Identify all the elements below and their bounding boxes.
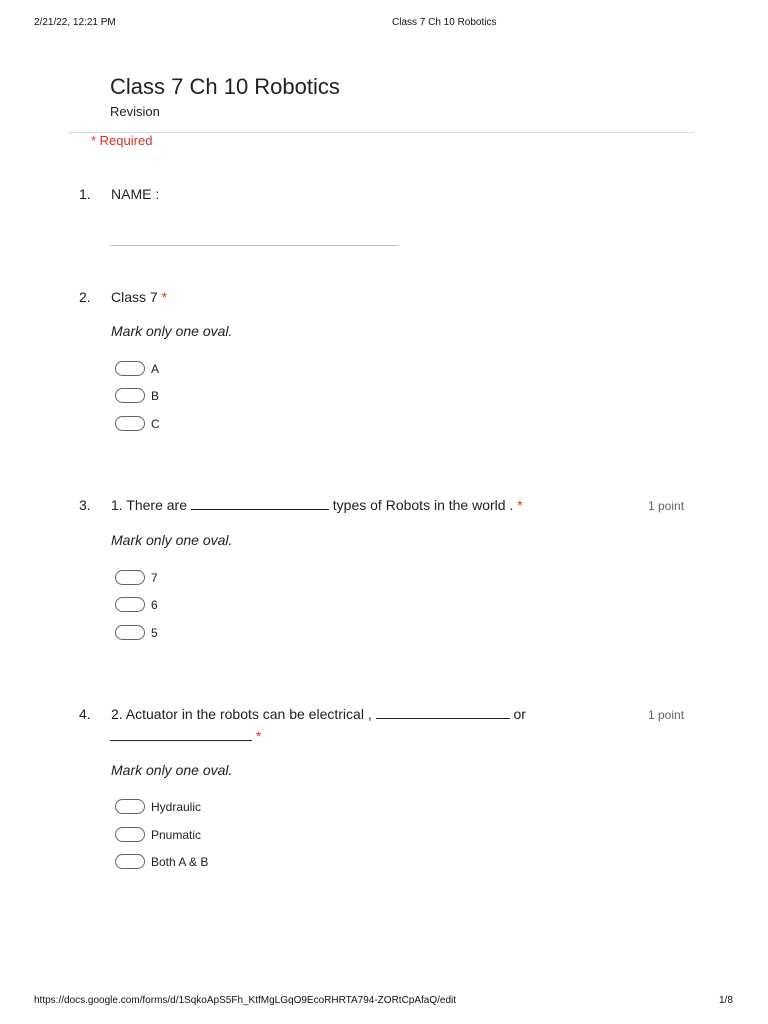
- question-3-text-after: types of Robots in the world .: [332, 497, 514, 513]
- oval-radio-icon[interactable]: [115, 625, 145, 640]
- option-label: B: [151, 388, 160, 403]
- question-4-text-after: or: [513, 706, 526, 722]
- question-4-number: 4.: [79, 706, 91, 722]
- option-label: Pnumatic: [151, 827, 202, 842]
- question-2-hint: Mark only one oval.: [111, 323, 233, 339]
- question-2-label: Class 7: [111, 289, 158, 305]
- option-label: Hydraulic: [151, 799, 202, 814]
- option-radio[interactable]: [115, 361, 159, 376]
- option-radio[interactable]: [115, 416, 160, 431]
- oval-radio-icon[interactable]: [115, 799, 145, 814]
- blank-line: [191, 497, 329, 510]
- option-label: 7: [151, 570, 158, 585]
- question-3-number: 3.: [79, 497, 91, 513]
- oval-radio-icon[interactable]: [115, 361, 145, 376]
- question-3-hint: Mark only one oval.: [111, 532, 233, 548]
- oval-radio-icon[interactable]: [115, 854, 145, 869]
- question-4-hint: Mark only one oval.: [111, 762, 233, 778]
- question-3-points: 1 point: [648, 499, 685, 513]
- option-label: Both A & B: [151, 854, 209, 869]
- question-1-text: NAME :: [111, 186, 160, 202]
- print-doc-title: Class 7 Ch 10 Robotics: [392, 17, 497, 28]
- print-page-number: 1/8: [719, 995, 733, 1006]
- question-2-text: [111, 289, 167, 305]
- question-3-text: [111, 497, 523, 513]
- required-star: *: [517, 497, 523, 513]
- question-3-text-before: 1. There are: [111, 497, 188, 513]
- name-answer-field[interactable]: [110, 245, 398, 246]
- oval-radio-icon[interactable]: [115, 416, 145, 431]
- required-star: *: [161, 289, 168, 305]
- blank-line: [376, 706, 510, 719]
- question-4-points: 1 point: [648, 708, 685, 722]
- question-1-number: 1.: [79, 186, 91, 202]
- option-radio[interactable]: [115, 799, 201, 814]
- option-radio[interactable]: [115, 625, 158, 640]
- option-label: 5: [151, 625, 158, 640]
- option-radio[interactable]: [115, 570, 158, 585]
- option-label: 6: [151, 597, 158, 612]
- question-4-text: [111, 706, 526, 722]
- oval-radio-icon[interactable]: [115, 388, 145, 403]
- option-radio[interactable]: [115, 854, 208, 869]
- required-note: * Required: [91, 133, 153, 148]
- question-4-text-before: 2. Actuator in the robots can be electrical ,: [111, 706, 372, 722]
- question-2-number: 2.: [79, 289, 91, 305]
- oval-radio-icon[interactable]: [115, 827, 145, 842]
- option-label: A: [151, 361, 160, 376]
- option-radio[interactable]: [115, 597, 158, 612]
- required-star: *: [255, 728, 262, 744]
- print-url: https://docs.google.com/forms/d/1SqkoApS5Fh_KtfMgLGqO9EcoRHRTA794-ZORtCpAfaQ/edit: [34, 995, 457, 1006]
- question-4-continuation: [110, 728, 261, 744]
- form-subtitle: Revision: [110, 104, 160, 119]
- option-label: C: [151, 416, 160, 431]
- option-radio[interactable]: [115, 388, 159, 403]
- blank-line: [110, 728, 252, 741]
- oval-radio-icon[interactable]: [115, 597, 145, 612]
- form-title: Class 7 Ch 10 Robotics: [110, 74, 340, 99]
- print-datetime: 2/21/22, 12:21 PM: [34, 17, 116, 28]
- option-radio[interactable]: [115, 827, 201, 842]
- oval-radio-icon[interactable]: [115, 570, 145, 585]
- header-divider: [68, 132, 694, 133]
